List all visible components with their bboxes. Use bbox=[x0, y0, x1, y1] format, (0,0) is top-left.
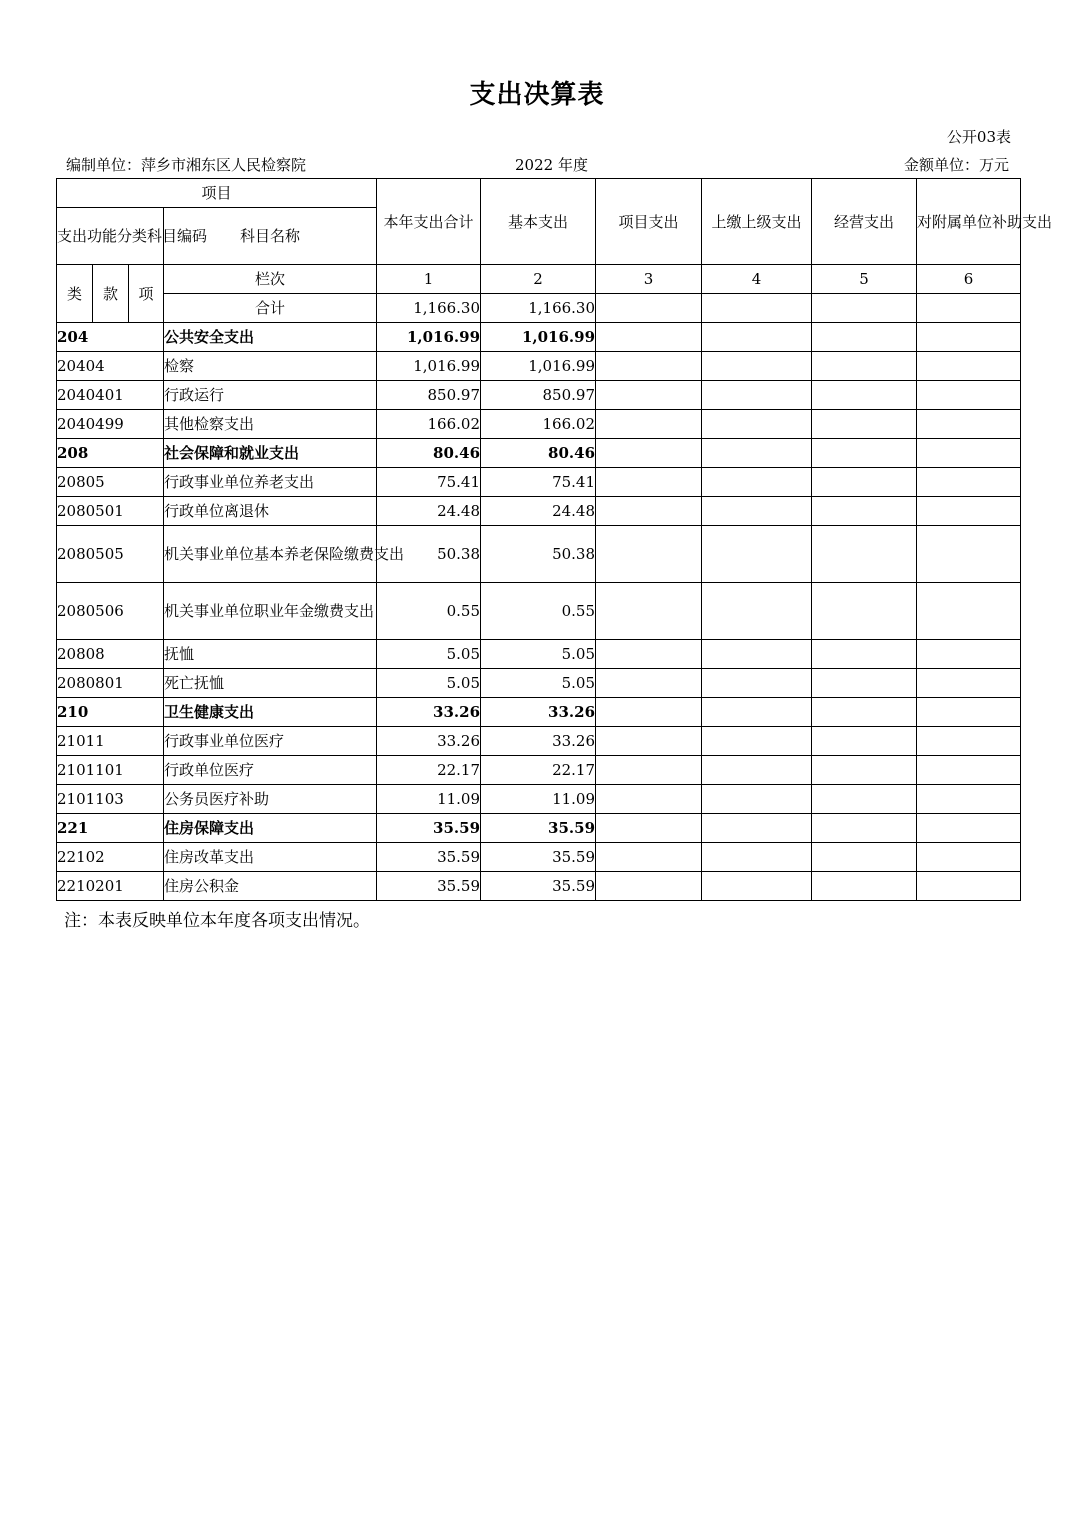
row-basic-expenditure: 75.41 bbox=[481, 468, 596, 497]
row-basic-expenditure: 35.59 bbox=[481, 814, 596, 843]
row-remit-expenditure bbox=[702, 583, 812, 640]
row-total-expenditure: 33.26 bbox=[377, 698, 481, 727]
footnote: 注：本表反映单位本年度各项支出情况。 bbox=[64, 911, 370, 931]
row-subsidy-expenditure bbox=[917, 814, 1021, 843]
row-total-expenditure: 0.55 bbox=[377, 583, 481, 640]
row-business-expenditure bbox=[812, 526, 917, 583]
row-project-expenditure bbox=[596, 698, 702, 727]
table-row bbox=[57, 785, 1021, 814]
row-subsidy-expenditure bbox=[917, 669, 1021, 698]
row-code: 221 bbox=[57, 814, 164, 843]
row-business-expenditure bbox=[812, 669, 917, 698]
row-remit-expenditure bbox=[702, 381, 812, 410]
row-business-expenditure bbox=[812, 785, 917, 814]
header-item: 项目 bbox=[57, 179, 377, 208]
row-subject-name: 抚恤 bbox=[164, 640, 377, 669]
row-project-expenditure bbox=[596, 669, 702, 698]
row-subsidy-expenditure bbox=[917, 468, 1021, 497]
row-project-expenditure bbox=[596, 640, 702, 669]
amount-unit: 金额单位：万元 bbox=[903, 156, 1009, 174]
row-basic-expenditure: 50.38 bbox=[481, 526, 596, 583]
row-project-expenditure bbox=[596, 323, 702, 352]
header-func-code: 支出功能分类科目编码 bbox=[57, 208, 164, 265]
row-code: 208 bbox=[57, 439, 164, 468]
row-total-expenditure: 11.09 bbox=[377, 785, 481, 814]
row-total-expenditure: 24.48 bbox=[377, 497, 481, 526]
row-basic-expenditure: 850.97 bbox=[481, 381, 596, 410]
row-basic-expenditure: 5.05 bbox=[481, 669, 596, 698]
row-subject-name: 死亡抚恤 bbox=[164, 669, 377, 698]
row-subject-name: 行政单位离退休 bbox=[164, 497, 377, 526]
col-number-3: 3 bbox=[596, 265, 702, 294]
header-lanci: 栏次 bbox=[164, 265, 377, 294]
total-label: 合计 bbox=[164, 294, 377, 323]
table-row bbox=[57, 669, 1021, 698]
row-basic-expenditure: 35.59 bbox=[481, 843, 596, 872]
row-code: 2101101 bbox=[57, 756, 164, 785]
row-remit-expenditure bbox=[702, 497, 812, 526]
row-subsidy-expenditure bbox=[917, 640, 1021, 669]
row-project-expenditure bbox=[596, 352, 702, 381]
row-code: 22102 bbox=[57, 843, 164, 872]
row-subject-name: 公务员医疗补助 bbox=[164, 785, 377, 814]
table-row bbox=[57, 468, 1021, 497]
row-total-expenditure: 1,016.99 bbox=[377, 323, 481, 352]
table-row bbox=[57, 640, 1021, 669]
row-project-expenditure bbox=[596, 439, 702, 468]
row-basic-expenditure: 11.09 bbox=[481, 785, 596, 814]
row-total-expenditure: 35.59 bbox=[377, 814, 481, 843]
row-project-expenditure bbox=[596, 468, 702, 497]
row-code: 20805 bbox=[57, 468, 164, 497]
row-code: 2080506 bbox=[57, 583, 164, 640]
row-subsidy-expenditure bbox=[917, 381, 1021, 410]
row-subsidy-expenditure bbox=[917, 727, 1021, 756]
table-row bbox=[57, 352, 1021, 381]
row-subsidy-expenditure bbox=[917, 497, 1021, 526]
row-subject-name: 行政运行 bbox=[164, 381, 377, 410]
row-business-expenditure bbox=[812, 381, 917, 410]
row-basic-expenditure: 80.46 bbox=[481, 439, 596, 468]
row-business-expenditure bbox=[812, 497, 917, 526]
row-subsidy-expenditure bbox=[917, 410, 1021, 439]
row-total-expenditure: 75.41 bbox=[377, 468, 481, 497]
table-row bbox=[57, 698, 1021, 727]
row-business-expenditure bbox=[812, 814, 917, 843]
col-number-2: 2 bbox=[481, 265, 596, 294]
row-remit-expenditure bbox=[702, 785, 812, 814]
row-code: 2210201 bbox=[57, 872, 164, 901]
row-code: 2040499 bbox=[57, 410, 164, 439]
row-total-expenditure: 5.05 bbox=[377, 669, 481, 698]
row-subsidy-expenditure bbox=[917, 323, 1021, 352]
row-business-expenditure bbox=[812, 352, 917, 381]
row-business-expenditure bbox=[812, 872, 917, 901]
row-basic-expenditure: 1,016.99 bbox=[481, 352, 596, 381]
row-project-expenditure bbox=[596, 497, 702, 526]
row-subsidy-expenditure bbox=[917, 756, 1021, 785]
row-code: 2080801 bbox=[57, 669, 164, 698]
row-remit-expenditure bbox=[702, 439, 812, 468]
total-value-1: 1,166.30 bbox=[377, 294, 481, 323]
row-remit-expenditure bbox=[702, 669, 812, 698]
row-basic-expenditure: 166.02 bbox=[481, 410, 596, 439]
row-basic-expenditure: 35.59 bbox=[481, 872, 596, 901]
row-subject-name: 住房公积金 bbox=[164, 872, 377, 901]
row-code: 210 bbox=[57, 698, 164, 727]
row-project-expenditure bbox=[596, 843, 702, 872]
header-col4: 上缴上级支出 bbox=[702, 179, 812, 265]
row-business-expenditure bbox=[812, 640, 917, 669]
col-number-6: 6 bbox=[917, 265, 1021, 294]
row-subject-name: 住房改革支出 bbox=[164, 843, 377, 872]
table-row bbox=[57, 727, 1021, 756]
table-row bbox=[57, 323, 1021, 352]
row-code: 20808 bbox=[57, 640, 164, 669]
row-remit-expenditure bbox=[702, 727, 812, 756]
row-total-expenditure: 166.02 bbox=[377, 410, 481, 439]
row-subject-name: 机关事业单位基本养老保险缴费支出 bbox=[164, 526, 377, 583]
row-total-expenditure: 22.17 bbox=[377, 756, 481, 785]
row-total-expenditure: 5.05 bbox=[377, 640, 481, 669]
total-value-2: 1,166.30 bbox=[481, 294, 596, 323]
row-business-expenditure bbox=[812, 439, 917, 468]
row-remit-expenditure bbox=[702, 698, 812, 727]
row-code: 2080505 bbox=[57, 526, 164, 583]
fiscal-year: 2022 年度 bbox=[515, 156, 588, 174]
row-total-expenditure: 35.59 bbox=[377, 872, 481, 901]
row-basic-expenditure: 0.55 bbox=[481, 583, 596, 640]
row-project-expenditure bbox=[596, 814, 702, 843]
row-basic-expenditure: 5.05 bbox=[481, 640, 596, 669]
row-subsidy-expenditure bbox=[917, 698, 1021, 727]
row-subsidy-expenditure bbox=[917, 785, 1021, 814]
table-row bbox=[57, 381, 1021, 410]
row-subject-name: 检察 bbox=[164, 352, 377, 381]
row-project-expenditure bbox=[596, 727, 702, 756]
row-code: 2040401 bbox=[57, 381, 164, 410]
row-remit-expenditure bbox=[702, 756, 812, 785]
table-row bbox=[57, 872, 1021, 901]
row-project-expenditure bbox=[596, 872, 702, 901]
row-remit-expenditure bbox=[702, 410, 812, 439]
row-code: 20404 bbox=[57, 352, 164, 381]
row-basic-expenditure: 1,016.99 bbox=[481, 323, 596, 352]
form-number: 公开03表 bbox=[946, 128, 1011, 146]
meta-line bbox=[56, 154, 1019, 174]
row-project-expenditure bbox=[596, 756, 702, 785]
row-subject-name: 行政事业单位养老支出 bbox=[164, 468, 377, 497]
page-title: 支出决算表 bbox=[469, 80, 605, 110]
row-subject-name: 卫生健康支出 bbox=[164, 698, 377, 727]
row-business-expenditure bbox=[812, 698, 917, 727]
header-xiang: 项 bbox=[129, 265, 164, 323]
compiling-unit: 编制单位：萍乡市湘东区人民检察院 bbox=[66, 156, 307, 174]
row-project-expenditure bbox=[596, 583, 702, 640]
header-row-1 bbox=[57, 179, 1021, 208]
row-total-expenditure: 50.38 bbox=[377, 526, 481, 583]
row-total-expenditure: 80.46 bbox=[377, 439, 481, 468]
table-row bbox=[57, 756, 1021, 785]
row-total-expenditure: 850.97 bbox=[377, 381, 481, 410]
row-code: 2101103 bbox=[57, 785, 164, 814]
row-total-expenditure: 1,016.99 bbox=[377, 352, 481, 381]
row-remit-expenditure bbox=[702, 843, 812, 872]
header-subject-name: 科目名称 bbox=[164, 208, 377, 265]
row-business-expenditure bbox=[812, 583, 917, 640]
row-project-expenditure bbox=[596, 526, 702, 583]
col-number-4: 4 bbox=[702, 265, 812, 294]
row-subsidy-expenditure bbox=[917, 583, 1021, 640]
table-row bbox=[57, 814, 1021, 843]
total-row bbox=[57, 294, 1021, 323]
row-project-expenditure bbox=[596, 785, 702, 814]
row-basic-expenditure: 33.26 bbox=[481, 727, 596, 756]
row-remit-expenditure bbox=[702, 352, 812, 381]
row-subsidy-expenditure bbox=[917, 352, 1021, 381]
row-remit-expenditure bbox=[702, 468, 812, 497]
row-subsidy-expenditure bbox=[917, 872, 1021, 901]
col-number-5: 5 bbox=[812, 265, 917, 294]
table-row bbox=[57, 497, 1021, 526]
row-total-expenditure: 35.59 bbox=[377, 843, 481, 872]
table-row bbox=[57, 439, 1021, 468]
row-remit-expenditure bbox=[702, 814, 812, 843]
table-row bbox=[57, 843, 1021, 872]
row-basic-expenditure: 22.17 bbox=[481, 756, 596, 785]
row-subsidy-expenditure bbox=[917, 843, 1021, 872]
row-business-expenditure bbox=[812, 756, 917, 785]
row-subject-name: 住房保障支出 bbox=[164, 814, 377, 843]
row-remit-expenditure bbox=[702, 526, 812, 583]
header-col5: 经营支出 bbox=[812, 179, 917, 265]
header-col1: 本年支出合计 bbox=[377, 179, 481, 265]
table-row bbox=[57, 526, 1021, 583]
row-project-expenditure bbox=[596, 410, 702, 439]
row-subject-name: 公共安全支出 bbox=[164, 323, 377, 352]
row-subsidy-expenditure bbox=[917, 526, 1021, 583]
row-business-expenditure bbox=[812, 843, 917, 872]
header-col2: 基本支出 bbox=[481, 179, 596, 265]
expenditure-table bbox=[56, 178, 1053, 901]
row-business-expenditure bbox=[812, 727, 917, 756]
header-col6: 对附属单位补助支出 bbox=[917, 179, 1021, 265]
row-subject-name: 机关事业单位职业年金缴费支出 bbox=[164, 583, 377, 640]
row-code: 2080501 bbox=[57, 497, 164, 526]
table-row bbox=[57, 410, 1021, 439]
row-project-expenditure bbox=[596, 381, 702, 410]
row-subject-name: 其他检察支出 bbox=[164, 410, 377, 439]
table-row bbox=[57, 583, 1021, 640]
header-lei: 类 bbox=[57, 265, 93, 323]
row-code: 204 bbox=[57, 323, 164, 352]
row-business-expenditure bbox=[812, 323, 917, 352]
row-subject-name: 社会保障和就业支出 bbox=[164, 439, 377, 468]
row-remit-expenditure bbox=[702, 640, 812, 669]
header-kuan: 款 bbox=[93, 265, 129, 323]
row-remit-expenditure bbox=[702, 323, 812, 352]
header-col3: 项目支出 bbox=[596, 179, 702, 265]
row-subsidy-expenditure bbox=[917, 439, 1021, 468]
row-basic-expenditure: 33.26 bbox=[481, 698, 596, 727]
col-number-1: 1 bbox=[377, 265, 481, 294]
row-code: 21011 bbox=[57, 727, 164, 756]
row-remit-expenditure bbox=[702, 872, 812, 901]
row-subject-name: 行政事业单位医疗 bbox=[164, 727, 377, 756]
row-business-expenditure bbox=[812, 468, 917, 497]
row-basic-expenditure: 24.48 bbox=[481, 497, 596, 526]
row-total-expenditure: 33.26 bbox=[377, 727, 481, 756]
row-subject-name: 行政单位医疗 bbox=[164, 756, 377, 785]
header-row-3 bbox=[57, 265, 1021, 294]
row-business-expenditure bbox=[812, 410, 917, 439]
